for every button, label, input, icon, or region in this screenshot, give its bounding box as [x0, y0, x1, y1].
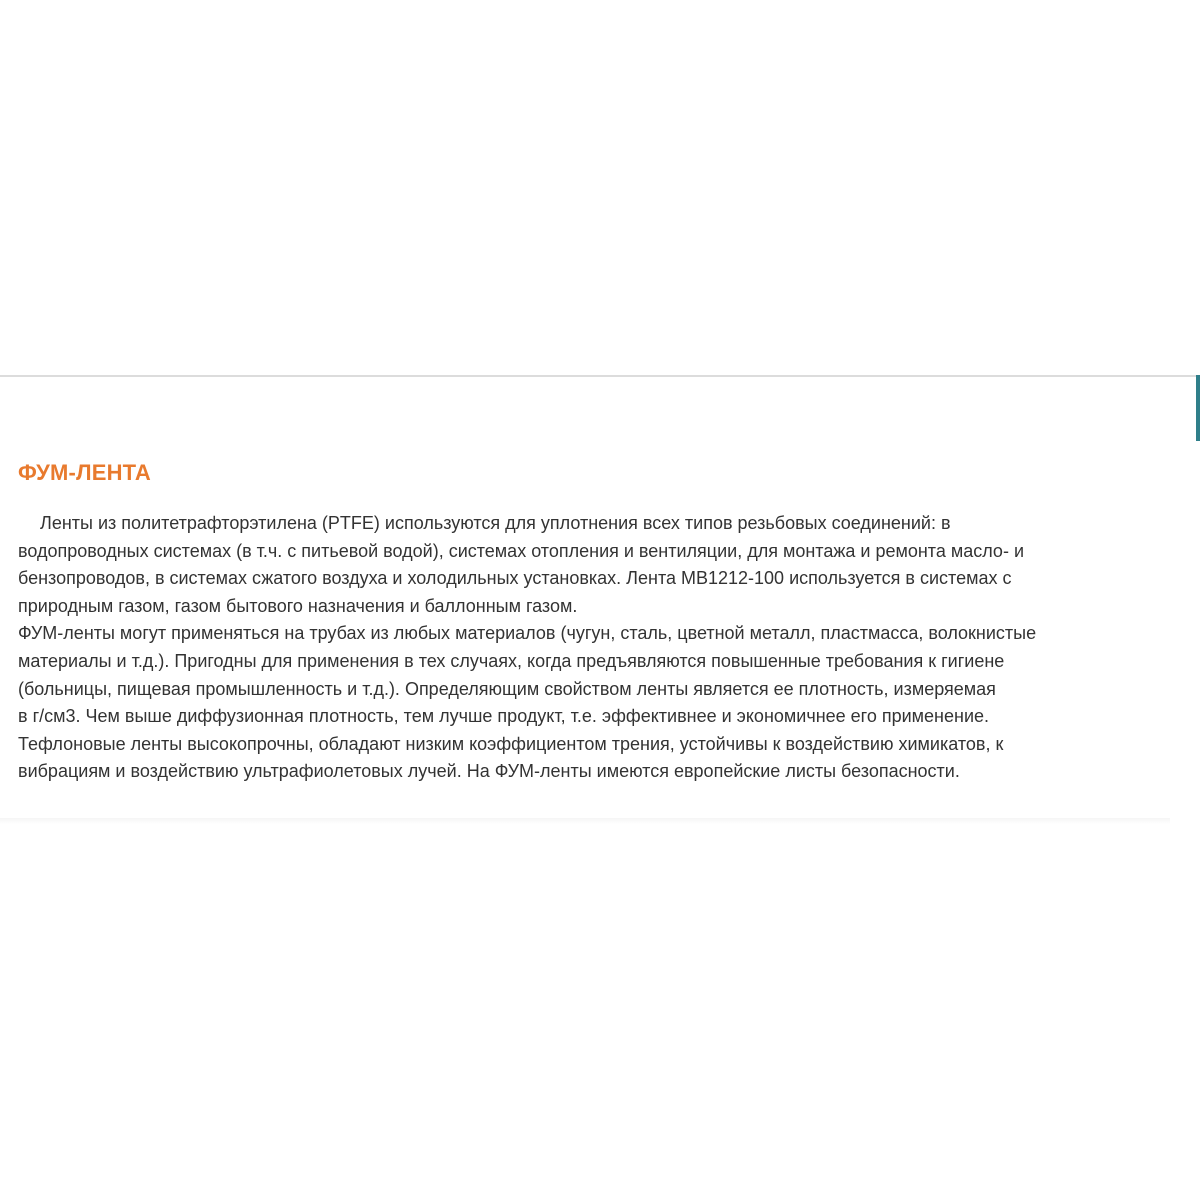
section-title: ФУМ-ЛЕНТА	[18, 460, 152, 485]
text-line: (больницы, пищевая промышленность и т.д.). Определяющим свойством ленты является ее плотность, измеряемая	[18, 678, 996, 699]
text-line: Тефлоновые ленты высокопрочны, обладают низким коэффициентом трения, устойчивы к воздействию химикатов, к	[18, 733, 1004, 754]
description-text	[18, 510, 1200, 786]
scrollbar-edge	[1196, 375, 1200, 441]
text-line: бензопроводов, в системах сжатого воздуха и холодильных установках. Лента MB1212-100 используется в системах с	[18, 568, 1012, 589]
text-line: в г/см3. Чем выше диффузионная плотность, тем лучше продукт, т.е. эффективнее и экономичнее его применение.	[18, 706, 990, 727]
section-divider	[0, 375, 1196, 377]
text-line: водопроводных системах (в т.ч. с питьевой водой), системах отопления и вентиляции, для монтажа и ремонта масло- и	[18, 540, 1024, 561]
text-line: ФУМ-ленты могут применяться на трубах из любых материалов (чугун, сталь, цветной металл, пластмасса, волокнистые	[18, 623, 1037, 644]
text-line: материалы и т.д.). Пригодны для применения в тех случаях, когда предъявляются повышенные требования к гигиене	[18, 650, 1005, 671]
text-line: природным газом, газом бытового назначения и баллонным газом.	[18, 595, 578, 616]
text-line: вибрациям и воздействию ультрафиолетовых лучей. На ФУМ-ленты имеются европейские листы безопасности.	[18, 761, 960, 782]
product-description-section	[18, 452, 1200, 786]
section-bottom-edge	[0, 818, 1170, 824]
text-line: Ленты из политетрафторэтилена (PTFE) используются для уплотнения всех типов резьбовых соединений: в	[40, 513, 951, 533]
